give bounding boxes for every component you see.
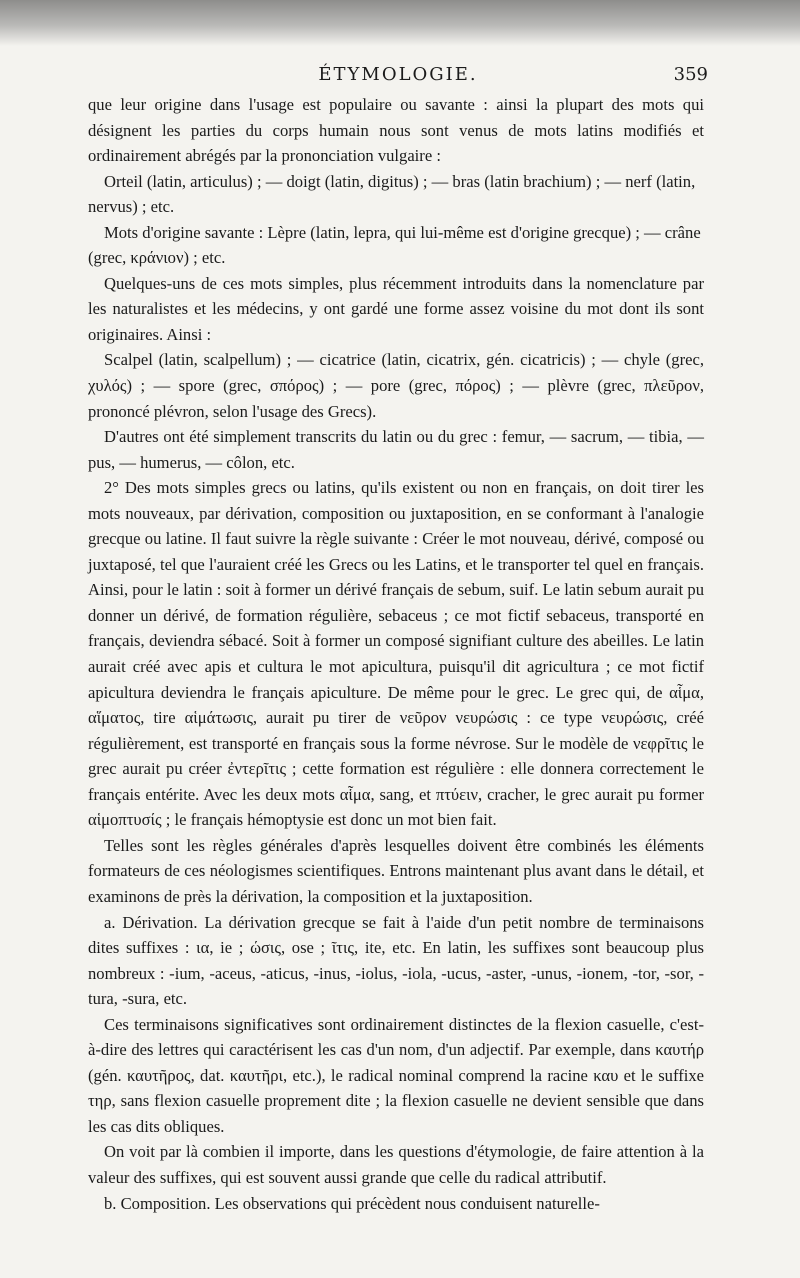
paragraph: Telles sont les règles générales d'après lesquelles doivent être combinés les éléments formateurs de ces néologismes scientifiques. Entrons maintenant plus avant dans le détail, et examinons de près la dérivation, la composition et la juxtaposition. bbox=[88, 835, 704, 906]
paragraph: Ces terminaisons significatives sont ordinairement distinctes de la flexion casuelle, c'est-à-dire des lettres qui caractérisent les cas d'un nom, d'un adjectif. Par exemple, dans καυτήρ (gén. καυτῆρος, dat. καυτῆρι, etc.), le radical nominal comprend la racine καυ et le suffixe τηρ, sans flexion casuelle proprement dite ; la flexion casuelle ne devient sensible que dans les cas dits obliques. bbox=[88, 1014, 704, 1136]
paragraph: Orteil (latin, articulus) ; — doigt (latin, digitus) ; — bras (latin brachium) ; — nerf (latin, nervus) ; etc. bbox=[88, 171, 696, 217]
paragraph: b. Composition. Les observations qui précèdent nous conduisent naturelle- bbox=[104, 1193, 600, 1213]
paragraph: D'autres ont été simplement transcrits du latin ou du grec : femur, — sacrum, — tibia, — pus, — humerus, — côlon, etc. bbox=[88, 427, 704, 472]
paragraph: a. Dérivation. La dérivation grecque se fait à l'aide d'un petit nombre de terminaisons dites suffixes : ια, ie ; ώσις, ose ; ῖτις, ite, etc. En latin, les suffixes sont beaucoup plus nombreux : -ium, -aceus, -aticus, -inus, -iolus, -iola, -ucus, -aster, -unus, -ionem, -tor, -sor, -tura, -sura, etc. bbox=[88, 912, 704, 1009]
paragraph: Mots d'origine savante : Lèpre (latin, lepra, qui lui-même est d'origine grecque) ; — crâne (grec, κράνιον) ; etc. bbox=[88, 222, 701, 268]
paragraph: Scalpel (latin, scalpellum) ; — cicatrice (latin, cicatrix, gén. cicatricis) ; — chyle (grec, χυλός) ; — spore (grec, σπόρος) ; — pore (grec, πόρος) ; — plèvre (grec, πλεῦρον, prononcé plévron, selon l'usage des Grecs). bbox=[88, 350, 704, 421]
page-header bbox=[88, 64, 708, 90]
running-title: ÉTYMOLOGIE. bbox=[318, 64, 478, 85]
scan-edge bbox=[0, 0, 800, 46]
page-number: 359 bbox=[673, 64, 708, 85]
paragraph: On voit par là combien il importe, dans les questions d'étymologie, de faire attention à la valeur des suffixes, qui est souvent aussi grande que celle du radical attributif. bbox=[88, 1142, 704, 1187]
body-text bbox=[88, 92, 704, 1216]
paragraph: Quelques-uns de ces mots simples, plus récemment introduits dans la nomenclature par les naturalistes et les médecins, y ont gardé une forme assez voisine du mot dont ils sont originaires. Ainsi : bbox=[88, 273, 704, 344]
paragraph: que leur origine dans l'usage est populaire ou savante : ainsi la plupart des mots qui désignent les parties du corps humain nous sont venus de mots latins modifiés et ordinairement abrégés par la prononciation vulgaire : bbox=[88, 95, 704, 166]
paragraph: 2° Des mots simples grecs ou latins, qu'ils existent ou non en français, on doit tirer les mots nouveaux, par dérivation, composition ou juxtaposition, en se conformant à l'analogie grecque ou latine. Il faut suivre la règle suivante : Créer le mot nouveau, dérivé, composé ou juxtaposé, tel que l'auraient créé les Grecs ou les Latins, et le transporter tel quel en français. Ainsi, pour le latin : soit à former un dérivé français de sebum, suif. Le latin sebum aurait pu donner un dérivé, de formation régulière, sebaceus ; ce mot fictif sebaceus, transporté en français, deviendra sébacé. Soit à former un composé signifiant culture des abeilles. Le latin aurait créé avec apis et cultura le mot apicultura, puisqu'il dit agricultura ; ce mot fictif apicultura deviendra le français apiculture. De même pour le grec. Le grec qui, de αἷμα, αἵματος, tire αἱμάτωσις, aurait pu tirer de νεῦρον νευρώσις : ce type νευρώσις, créé régulièrement, est transporté en français sous la forme névrose. Sur le modèle de νεφρῖτις le grec aurait pu créer ἐντερῖτις ; cette formation est régulière : elle donnera correctement le français entérite. Avec les deux mots αἷμα, sang, et πτύειν, cracher, le grec aurait pu former αἱμοπτυσίς ; le français hémoptysie est donc un mot bien fait. bbox=[88, 478, 704, 830]
